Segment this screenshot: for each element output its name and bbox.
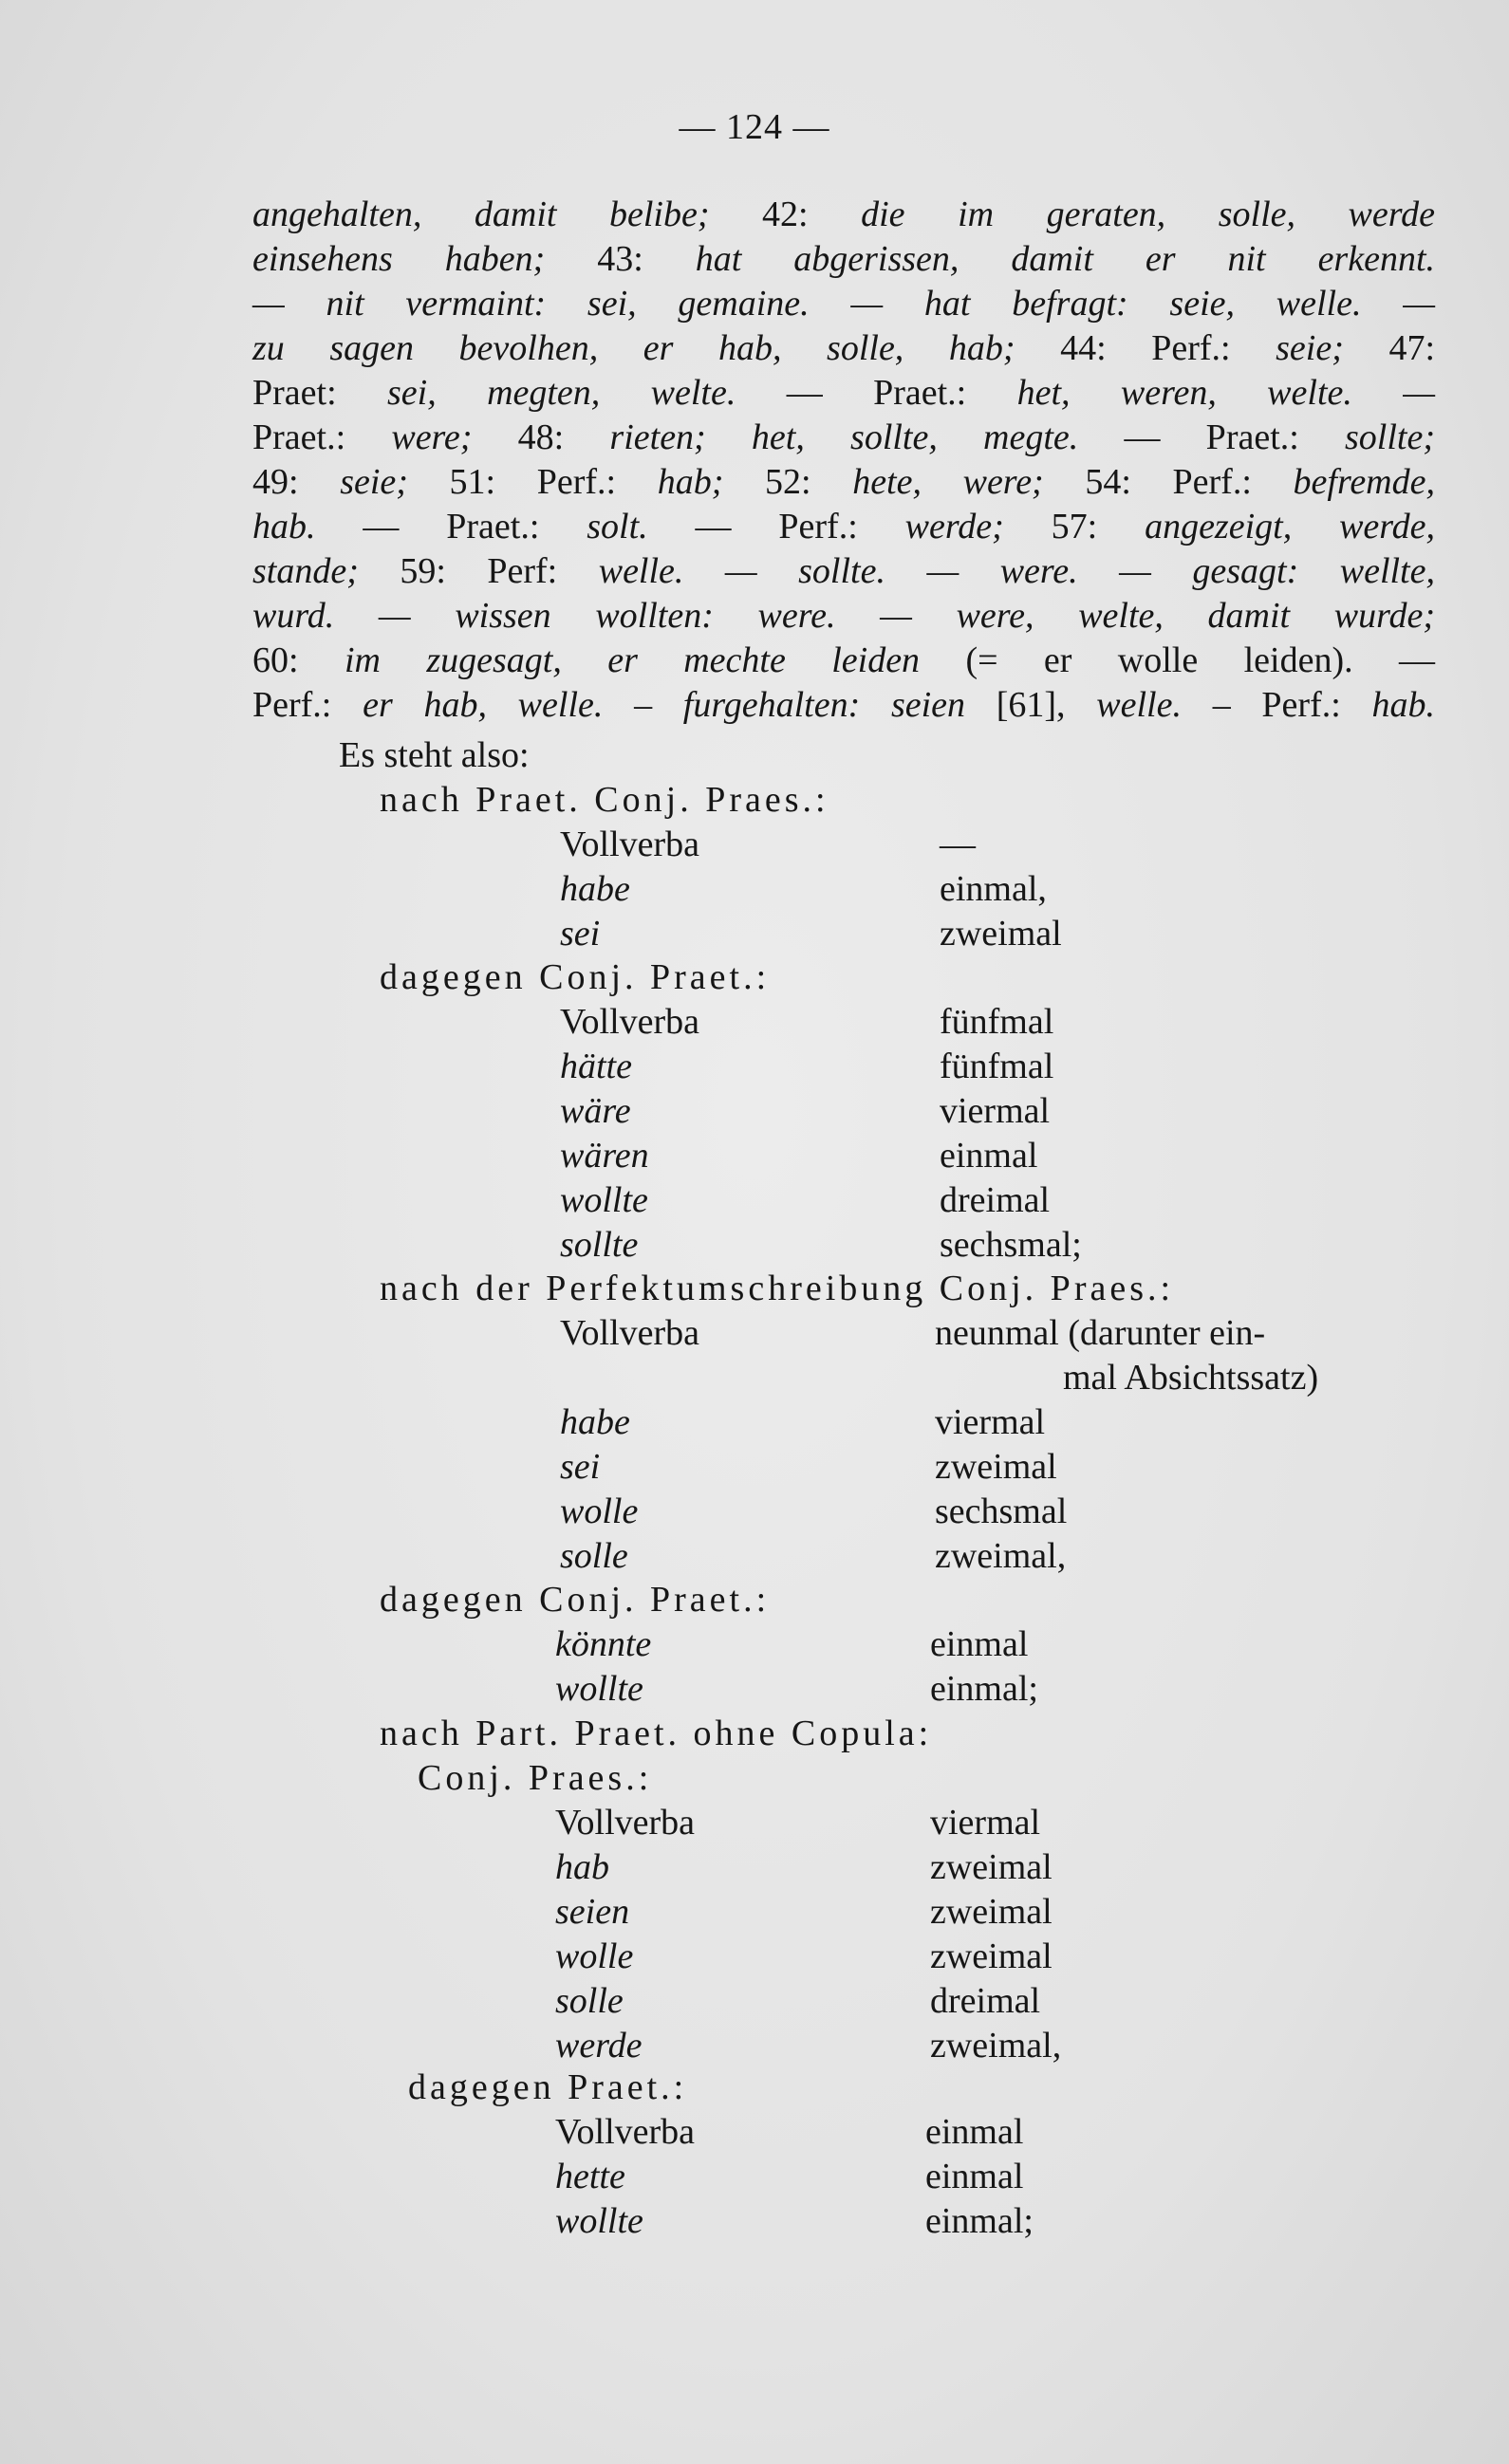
row-count: fünfmal xyxy=(940,1002,1054,1042)
row-form: wollte xyxy=(555,1669,643,1709)
heading-praet-conj-praes: nach Praet. Conj. Praes.: xyxy=(380,780,829,820)
text-run: 42: xyxy=(762,195,862,234)
row-count: einmal; xyxy=(925,2201,1034,2241)
text-run: 60: xyxy=(252,640,345,680)
row-count: einmal xyxy=(925,2157,1024,2196)
row-count: zweimal, xyxy=(935,1536,1067,1576)
row-form: Vollverba xyxy=(560,824,700,864)
text-run: angezeigt, werde, xyxy=(1145,507,1436,547)
text-run: seie; xyxy=(340,462,450,502)
text-line xyxy=(252,371,1435,416)
text-line xyxy=(252,460,1435,505)
text-run: 44: Perf.: xyxy=(1060,328,1276,368)
row-count: fünfmal xyxy=(940,1047,1054,1086)
row-count: sechsmal; xyxy=(940,1225,1082,1265)
row-count: einmal xyxy=(925,2112,1024,2152)
text-run: wurd. — wissen wollten: were. — were, welte, damit wurde; xyxy=(252,596,1435,636)
row-form: Vollverba xyxy=(560,1002,700,1042)
row-form: sei xyxy=(560,914,601,954)
row-form: sollte xyxy=(560,1225,639,1265)
text-line xyxy=(252,237,1435,282)
row-form: seien xyxy=(555,1892,630,1932)
text-run: — Perf.: xyxy=(695,507,905,547)
text-run: 47: xyxy=(1388,328,1435,368)
text-run: 43: xyxy=(597,239,696,279)
text-run: welle. — sollte. — were. — gesagt: wellte, xyxy=(598,551,1435,591)
row-count: dreimal xyxy=(940,1180,1051,1220)
row-form: wollte xyxy=(560,1180,648,1220)
text-run: — Praet.: xyxy=(786,373,1017,413)
row-count-note-cont: mal Absichtssatz) xyxy=(1063,1358,1319,1398)
row-count: viermal xyxy=(940,1091,1051,1131)
text-line xyxy=(252,282,1435,326)
heading-dagegen-conj-praet: dagegen Conj. Praet.: xyxy=(380,957,771,997)
row-form: hette xyxy=(555,2157,625,2196)
text-run: er hab, welle. – furgehalten: seien xyxy=(363,685,997,725)
row-form: könnte xyxy=(555,1624,652,1664)
text-run: werde; xyxy=(904,507,1052,547)
row-count: zweimal, xyxy=(930,2026,1062,2066)
body-paragraph xyxy=(252,193,1435,728)
row-form: sei xyxy=(560,1447,601,1487)
text-run: were; xyxy=(391,417,518,457)
row-form: wären xyxy=(560,1136,649,1176)
row-count: sechsmal xyxy=(935,1491,1068,1531)
text-run: solt. xyxy=(587,507,696,547)
page-number: — 124 — xyxy=(679,107,830,147)
row-form: wäre xyxy=(560,1091,631,1131)
text-run: sei, megten, welte. xyxy=(387,373,787,413)
text-line xyxy=(252,549,1435,594)
row-form: habe xyxy=(560,1402,630,1442)
text-run: die im geraten, solle, werde xyxy=(861,195,1435,234)
text-line xyxy=(252,416,1435,460)
heading-perfektumschreibung: nach der Perfektumschreibung Conj. Praes.: xyxy=(380,1269,1175,1308)
row-form: Vollverba xyxy=(560,1313,700,1353)
row-count: viermal xyxy=(935,1402,1046,1442)
text-line xyxy=(252,193,1435,237)
text-run: 54: Perf.: xyxy=(1085,462,1294,502)
text-run: 48: xyxy=(517,417,610,457)
row-count-note: neunmal (darunter ein- xyxy=(935,1313,1266,1353)
text-line xyxy=(252,594,1435,639)
text-run: Praet.: xyxy=(252,417,392,457)
text-line xyxy=(252,683,1435,728)
text-run: hab. xyxy=(252,507,363,547)
row-form: hätte xyxy=(560,1047,632,1086)
text-run: angehalten, damit belibe; xyxy=(252,195,763,234)
row-count: zweimal xyxy=(930,1847,1053,1887)
row-count: einmal xyxy=(930,1624,1029,1664)
text-run: hat abgerissen, damit er nit erkennt. xyxy=(695,239,1436,279)
row-form: hab xyxy=(555,1847,609,1887)
heading-dagegen-praet: dagegen Praet.: xyxy=(408,2067,688,2107)
text-run: 52: xyxy=(765,462,853,502)
heading-dagegen-conj-praet-2: dagegen Conj. Praet.: xyxy=(380,1580,771,1620)
text-run: — nit vermaint: sei, gemaine. — hat befragt: seie, welle. — xyxy=(252,284,1435,324)
text-run: [61], xyxy=(996,685,1097,725)
text-run: hete, were; xyxy=(852,462,1086,502)
row-form: wolle xyxy=(560,1491,639,1531)
row-count: dreimal xyxy=(930,1981,1041,2021)
text-run: — Praet.: xyxy=(1124,417,1346,457)
text-run: Praet: xyxy=(252,373,387,413)
text-run: 59: Perf: xyxy=(400,551,599,591)
row-form: Vollverba xyxy=(555,2112,696,2152)
row-form: solle xyxy=(560,1536,628,1576)
row-count: einmal, xyxy=(940,869,1047,909)
row-form: solle xyxy=(555,1981,624,2021)
text-run: welle. xyxy=(1096,685,1213,725)
text-run: einsehens haben; xyxy=(252,239,598,279)
text-run: im zugesagt, er mechte leiden xyxy=(344,640,966,680)
text-run: hab. xyxy=(1371,685,1435,725)
text-run: befremde, xyxy=(1293,462,1435,502)
row-count: viermal xyxy=(930,1803,1041,1843)
text-run: seie; xyxy=(1276,328,1389,368)
text-run: Perf.: xyxy=(252,685,363,725)
row-count: zweimal xyxy=(930,1936,1053,1976)
text-run: 49: xyxy=(252,462,341,502)
row-count: zweimal xyxy=(940,914,1062,954)
text-line xyxy=(252,326,1435,371)
row-count: zweimal xyxy=(930,1892,1053,1932)
text-run: stande; xyxy=(252,551,401,591)
text-line xyxy=(252,505,1435,549)
summary-intro: Es steht also: xyxy=(339,735,530,775)
text-run: – Perf.: xyxy=(1212,685,1372,725)
row-form: Vollverba xyxy=(555,1803,696,1843)
text-run: — Praet.: xyxy=(363,507,587,547)
heading-part-praet: nach Part. Praet. ohne Copula: xyxy=(380,1714,933,1753)
text-run: sollte; xyxy=(1345,417,1435,457)
text-run: (= er wolle leiden). — xyxy=(965,640,1435,680)
row-count: einmal; xyxy=(930,1669,1038,1709)
text-run: rieten; het, sollte, megte. xyxy=(609,417,1125,457)
text-run: 51: Perf.: xyxy=(449,462,658,502)
text-run: hab; xyxy=(657,462,765,502)
text-line xyxy=(252,639,1435,683)
text-run: zu sagen bevolhen, er hab, solle, hab; xyxy=(252,328,1061,368)
text-run: het, weren, welte. — xyxy=(1016,373,1436,413)
row-form: habe xyxy=(560,869,630,909)
row-count: — xyxy=(940,824,976,864)
heading-conj-praes: Conj. Praes.: xyxy=(418,1758,653,1798)
row-form: wolle xyxy=(555,1936,634,1976)
row-count: einmal xyxy=(940,1136,1038,1176)
row-form: werde xyxy=(555,2026,643,2066)
row-form: wollte xyxy=(555,2201,643,2241)
text-run: 57: xyxy=(1051,507,1146,547)
row-count: zweimal xyxy=(935,1447,1057,1487)
